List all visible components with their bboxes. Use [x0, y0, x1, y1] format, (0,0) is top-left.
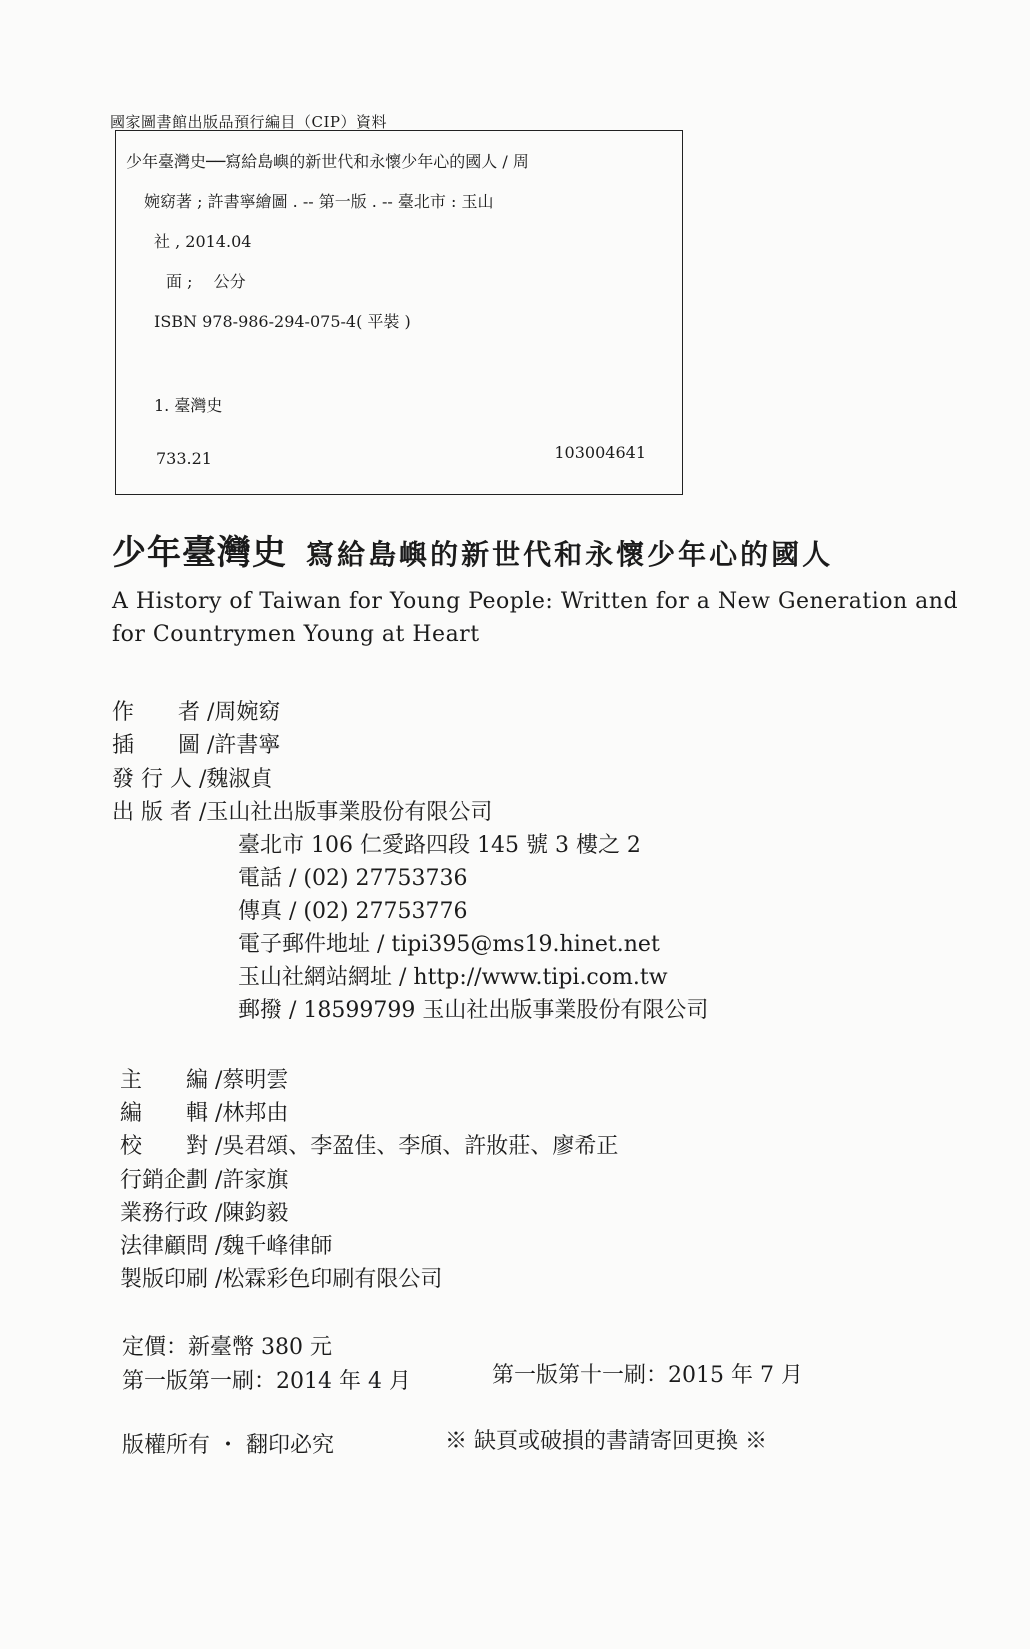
publisher-address: 臺北市 106 仁愛路四段 145 號 3 樓之 2: [238, 833, 641, 858]
credit-label: 校 對 /: [120, 1134, 223, 1159]
credit-label: 作 者 /: [112, 700, 215, 725]
credit-label: 業務行政 /: [120, 1201, 223, 1226]
title-english: A History of Taiwan for Young People: Written for a New Generation and for Countrymen Young at Heart: [112, 589, 959, 647]
credit-row: [112, 762, 272, 793]
cip-isbn: ISBN 978-986-294-075-4( 平裝 ): [154, 312, 411, 331]
credit-label: 主 編 /: [120, 1068, 223, 1093]
credit-label: 發 行 人 /: [112, 767, 207, 792]
title-main: 少年臺灣史: [112, 533, 287, 573]
publisher-email: 電子郵件地址 / tipi395@ms19.hinet.net: [238, 932, 660, 957]
credit-value: 吳君頌、李盈佳、李頎、許妝莊、廖希正: [222, 1134, 619, 1159]
cip-record-number: 103004641: [554, 443, 646, 462]
credit-value: 魏淑貞: [206, 767, 273, 792]
price: 定價：新臺幣 380 元: [122, 1335, 332, 1360]
return-notice: ※ 缺頁或破損的書請寄回更換 ※: [445, 1429, 767, 1454]
publisher-postal-transfer: 郵撥 / 18599799 玉山社出版事業股份有限公司: [238, 998, 709, 1023]
credit-row: [112, 728, 280, 759]
credit-value: 陳鈞毅: [222, 1201, 289, 1226]
credit-label: 行銷企劃 /: [120, 1168, 223, 1193]
credit-value: 魏千峰律師: [222, 1234, 333, 1259]
credit-label: 編 輯 /: [120, 1101, 223, 1126]
credit-value: 蔡明雲: [222, 1068, 289, 1093]
credit-row: [120, 1196, 288, 1227]
credit-value: 許書寧: [214, 733, 281, 758]
credit-value: 周婉窈: [214, 700, 281, 725]
credit-row: [120, 1229, 332, 1260]
cip-line-1: 少年臺灣史──寫給島嶼的新世代和永懷少年心的國人 / 周: [126, 152, 529, 171]
cip-record-box: [115, 130, 683, 495]
title-subtitle: 寫給島嶼的新世代和永懷少年心的國人: [306, 538, 834, 571]
eleventh-print-date: 第一版第十一刷：2015 年 7 月: [492, 1363, 803, 1388]
credit-row: [112, 695, 280, 726]
credit-label: 插 圖 /: [112, 733, 215, 758]
credit-value: 松霖彩色印刷有限公司: [222, 1267, 443, 1292]
cip-line-2: 婉窈著 ; 許書寧繪圖 . -- 第一版 . -- 臺北市 : 玉山: [144, 192, 494, 211]
copyright-notice: 版權所有 ・ 翻印必究: [122, 1433, 334, 1458]
cip-classification: 733.21: [156, 449, 212, 468]
publisher-website: 玉山社網站網址 / http://www.tipi.com.tw: [238, 965, 668, 990]
credit-row: [120, 1063, 288, 1094]
credit-label: 出 版 者 /: [112, 800, 207, 825]
credit-label: 法律顧問 /: [120, 1234, 223, 1259]
credit-value: 許家旗: [222, 1168, 289, 1193]
credit-row: [112, 795, 492, 826]
publisher-fax: 傳真 / (02) 27753776: [238, 899, 468, 924]
credit-value: 玉山社出版事業股份有限公司: [206, 800, 493, 825]
cip-line-4: 面 ; 公分: [166, 272, 246, 291]
credit-row: [120, 1129, 618, 1160]
cip-caption: 國家圖書館出版品預行編目（CIP）資料: [110, 113, 387, 131]
cip-subject: 1. 臺灣史: [154, 396, 223, 415]
credit-label: 製版印刷 /: [120, 1267, 223, 1292]
cip-line-3: 社 , 2014.04: [154, 232, 252, 251]
publisher-phone: 電話 / (02) 27753736: [238, 866, 468, 891]
book-title: [112, 525, 833, 574]
first-print-date: 第一版第一刷：2014 年 4 月: [122, 1369, 411, 1394]
credit-value: 林邦由: [222, 1101, 289, 1126]
credit-row: [120, 1096, 288, 1127]
credit-row: [120, 1262, 442, 1293]
credit-row: [120, 1163, 288, 1194]
